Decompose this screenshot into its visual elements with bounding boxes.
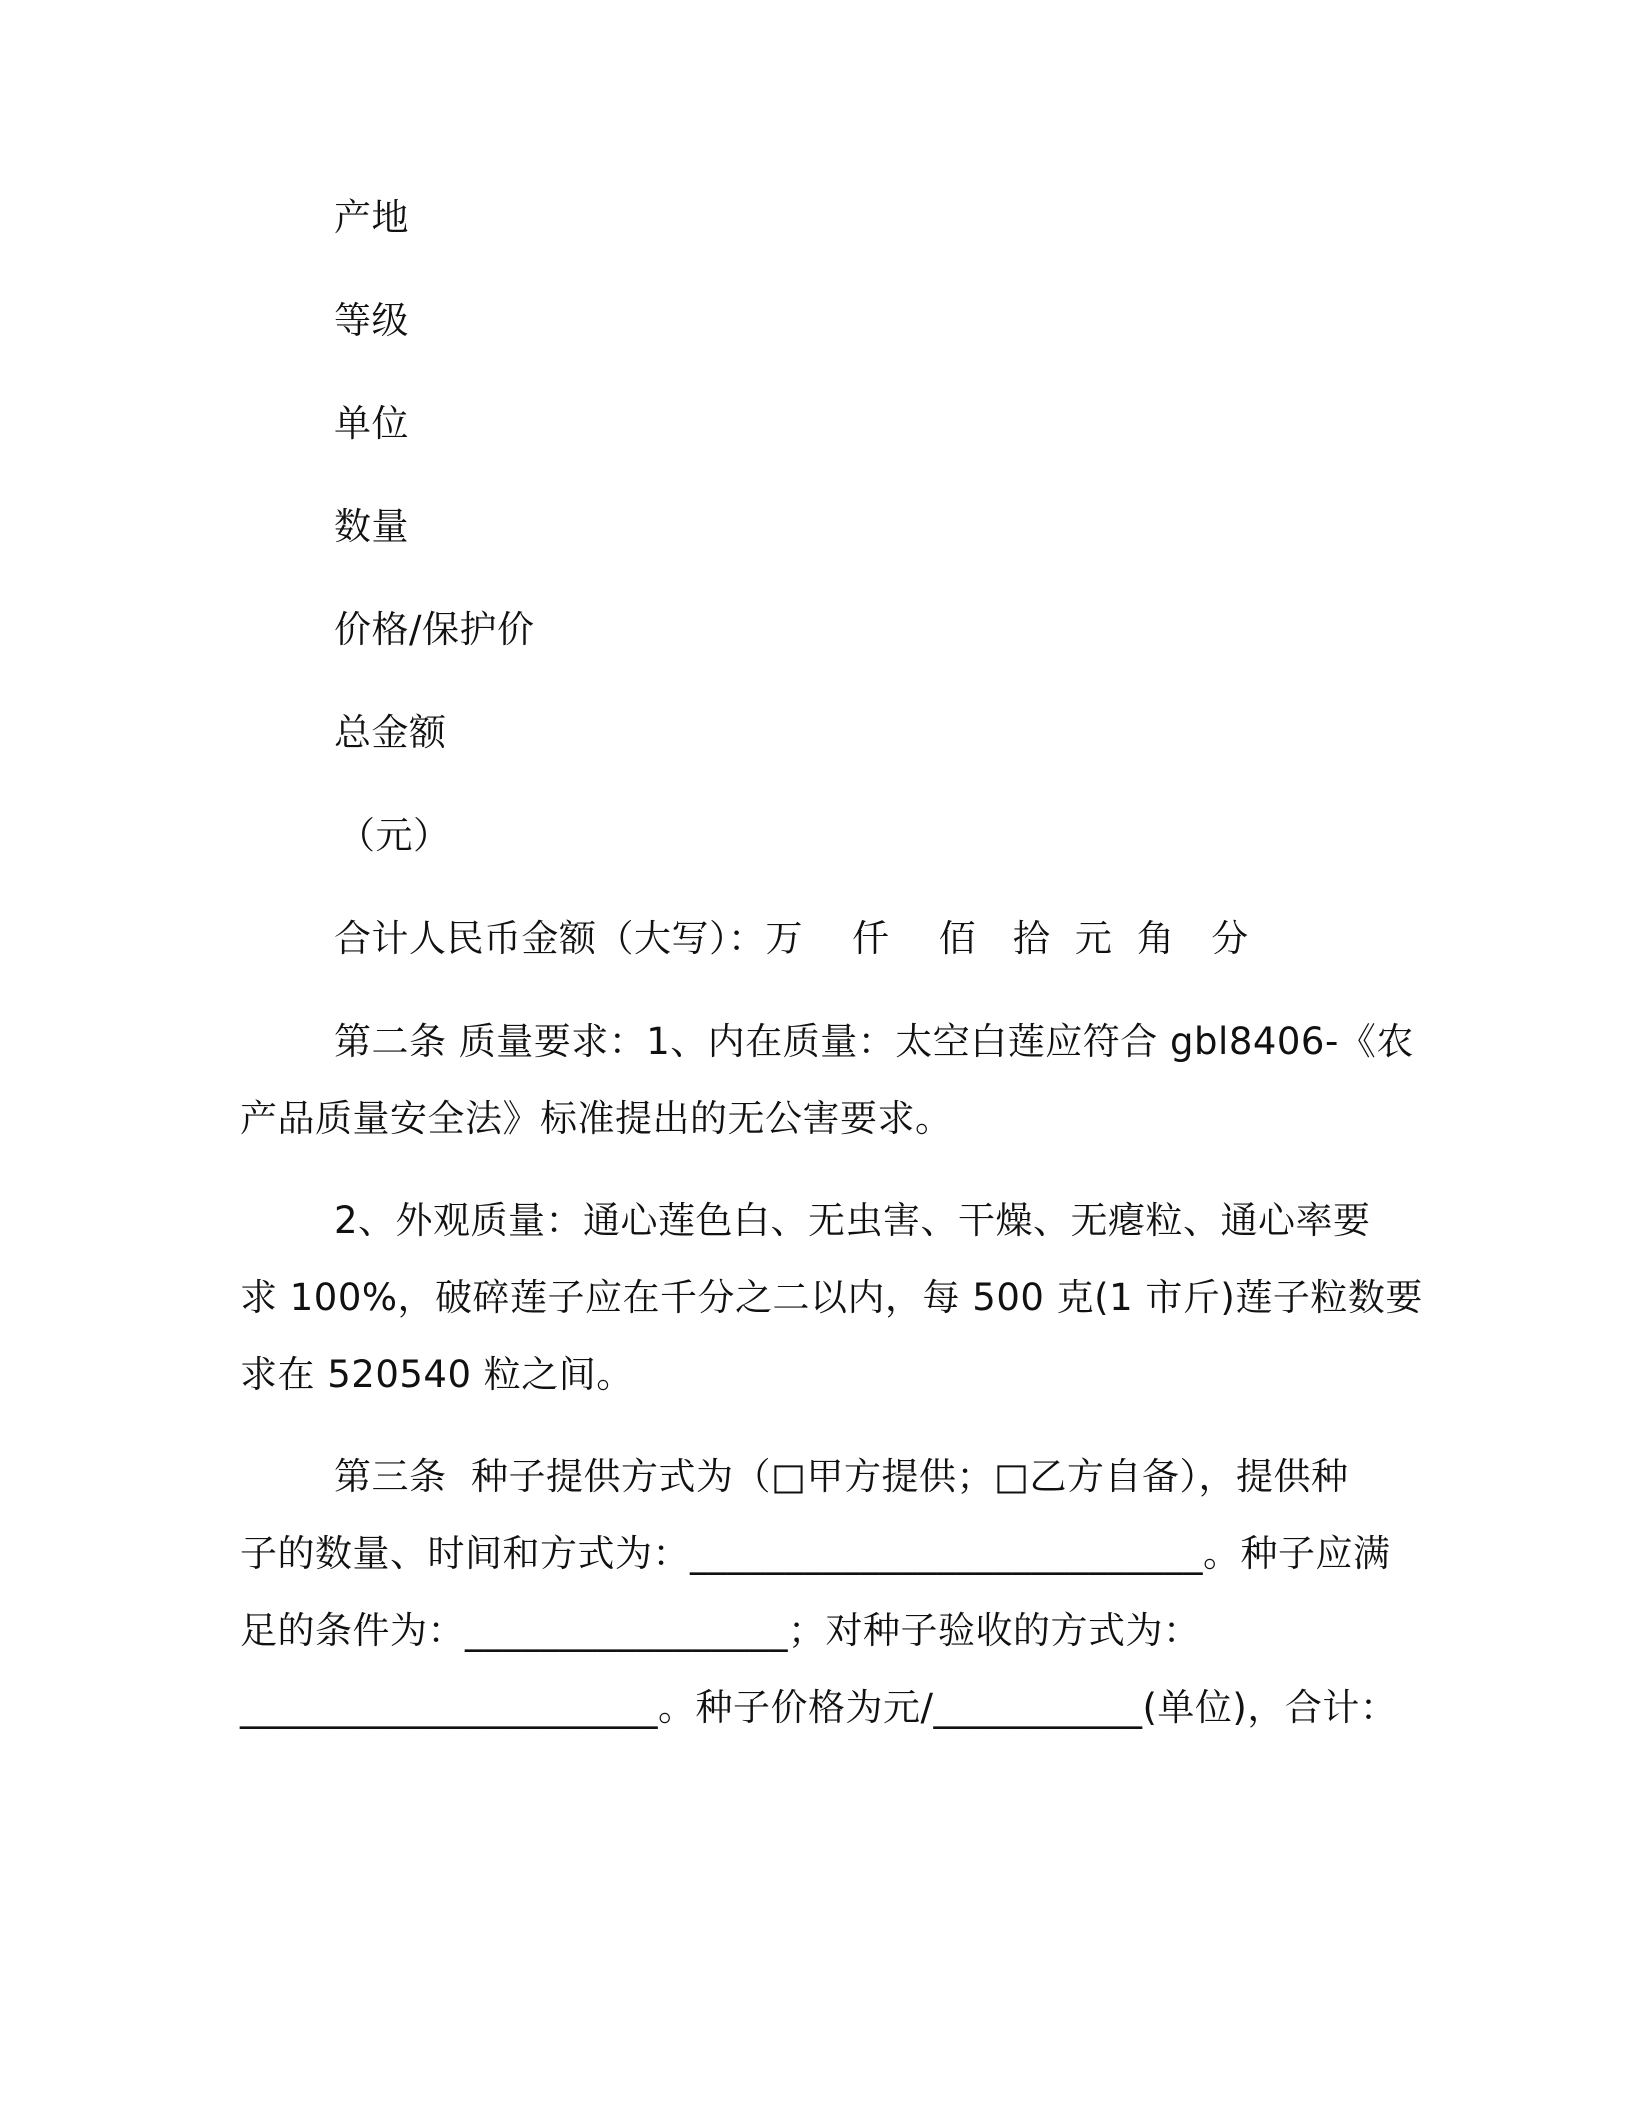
article2-line4: 求 100%，破碎莲子应在千分之二以内，每 500 克(1 市斤)莲子粒数要: [240, 1276, 1423, 1319]
label-total: 总金额: [334, 711, 447, 754]
label-yuan: （元）: [338, 814, 451, 857]
article2-line1: 第二条 质量要求：1、内在质量：太空白莲应符合 gbl8406-《农: [334, 1020, 1414, 1063]
article2-line3: 2、外观质量：通心莲色白、无虫害、干燥、无瘪粒、通心率要: [334, 1199, 1371, 1242]
label-unit: 单位: [334, 402, 409, 445]
article2-line2: 产品质量安全法》标准提出的无公害要求。: [240, 1097, 953, 1140]
label-quantity: 数量: [334, 505, 409, 548]
label-grade: 等级: [334, 299, 409, 342]
article3-line3: 足的条件为：_________________；对种子验收的方式为：: [240, 1609, 1201, 1652]
total-rmb-line: 合计人民币金额（大写）：万 仟 佰 拾 元 角 分: [334, 917, 1249, 960]
article3-line2: 子的数量、时间和方式为：___________________________。种子应满: [240, 1532, 1391, 1575]
label-price: 价格/保护价: [334, 608, 535, 651]
label-origin: 产地: [334, 196, 409, 239]
article3-line1: 第三条 种子提供方式为（□甲方提供；□乙方自备），提供种: [334, 1455, 1349, 1498]
article2-line5: 求在 520540 粒之间。: [240, 1353, 634, 1396]
article3-line4: ______________________。种子价格为元/___________(单位)，合计：: [240, 1686, 1398, 1729]
